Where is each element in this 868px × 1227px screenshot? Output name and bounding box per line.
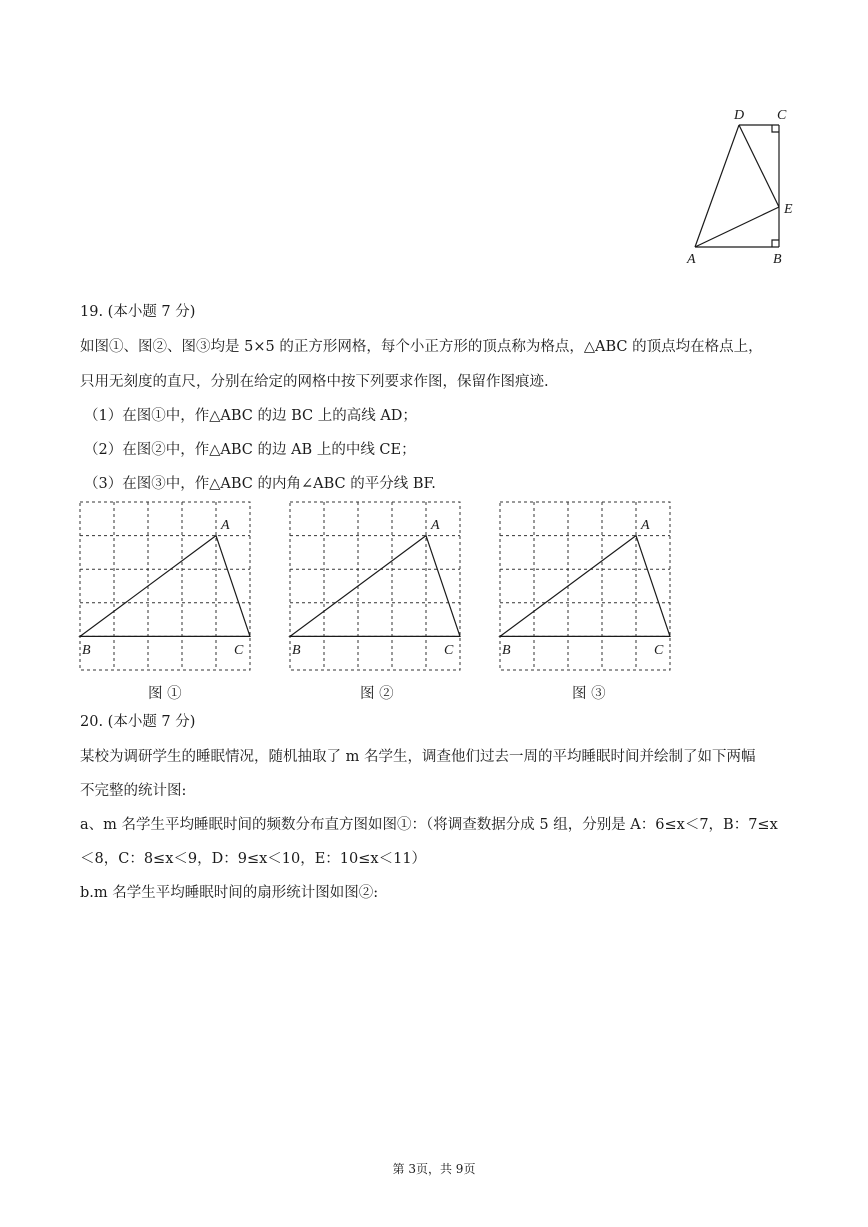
segment-de bbox=[739, 125, 779, 207]
q20-heading: 20. (本小题 7 分) bbox=[80, 714, 196, 730]
triangle-abc-3 bbox=[500, 536, 670, 637]
grid-figure-2 bbox=[286, 498, 466, 674]
caption-fig-1: 图 ① bbox=[148, 686, 182, 702]
grid2-label-b: B bbox=[292, 643, 301, 658]
top-figure bbox=[680, 100, 800, 275]
q19-intro-1: 如图①、图②、图③均是 5×5 的正方形网格，每个小正方形的顶点称为格点，△ABC 的顶点均在格点上， bbox=[80, 339, 763, 355]
grid3-label-c: C bbox=[654, 643, 664, 658]
label-a: A bbox=[687, 252, 696, 267]
triangle-abc-1 bbox=[80, 536, 250, 637]
grid2-label-c: C bbox=[444, 643, 454, 658]
q20-item-a-1: a、m 名学生平均睡眠时间的频数分布直方图如图①：（将调查数据分成 5 组，分别是 A：6≤x＜7，B：7≤x bbox=[80, 817, 778, 833]
grid1-label-a: A bbox=[221, 518, 230, 533]
caption-fig-3: 图 ③ bbox=[572, 686, 606, 702]
label-d: D bbox=[734, 108, 745, 123]
q20-item-b: b.m 名学生平均睡眠时间的扇形统计图如图②: bbox=[80, 885, 379, 901]
q19-intro-2: 只用无刻度的直尺，分别在给定的网格中按下列要求作图，保留作图痕迹. bbox=[80, 374, 549, 390]
triangle-abc-2 bbox=[290, 536, 460, 637]
grid-figure-1 bbox=[76, 498, 256, 674]
q19-part-3: （3）在图③中，作△ABC 的内角∠ABC 的平分线 BF. bbox=[84, 476, 436, 492]
q19-part-2: （2）在图②中，作△ABC 的边 AB 上的中线 CE； bbox=[84, 442, 416, 458]
label-b: B bbox=[773, 252, 782, 267]
q19-heading: 19. (本小题 7 分) bbox=[80, 304, 196, 320]
label-c: C bbox=[777, 108, 787, 123]
grid1-label-b: B bbox=[82, 643, 91, 658]
q20-intro-1: 某校为调研学生的睡眠情况，随机抽取了 m 名学生，调查他们过去一周的平均睡眠时间并绘制了如下两幅 bbox=[80, 749, 756, 765]
label-e: E bbox=[784, 202, 793, 217]
page-footer: 第 3页，共 9页 bbox=[392, 1162, 476, 1176]
q20-intro-2: 不完整的统计图: bbox=[80, 783, 187, 799]
right-angle-mark-c bbox=[772, 125, 779, 132]
grid2-label-a: A bbox=[431, 518, 440, 533]
grid1-label-c: C bbox=[234, 643, 244, 658]
grid3-label-b: B bbox=[502, 643, 511, 658]
caption-fig-2: 图 ② bbox=[360, 686, 394, 702]
right-angle-mark-b bbox=[772, 240, 779, 247]
q20-item-a-2: ＜8，C：8≤x＜9，D：9≤x＜10，E：10≤x＜11） bbox=[80, 851, 427, 867]
grid3-label-a: A bbox=[641, 518, 650, 533]
q19-part-1: （1）在图①中，作△ABC 的边 BC 上的高线 AD； bbox=[84, 408, 417, 424]
grid-figure-3 bbox=[496, 498, 676, 674]
